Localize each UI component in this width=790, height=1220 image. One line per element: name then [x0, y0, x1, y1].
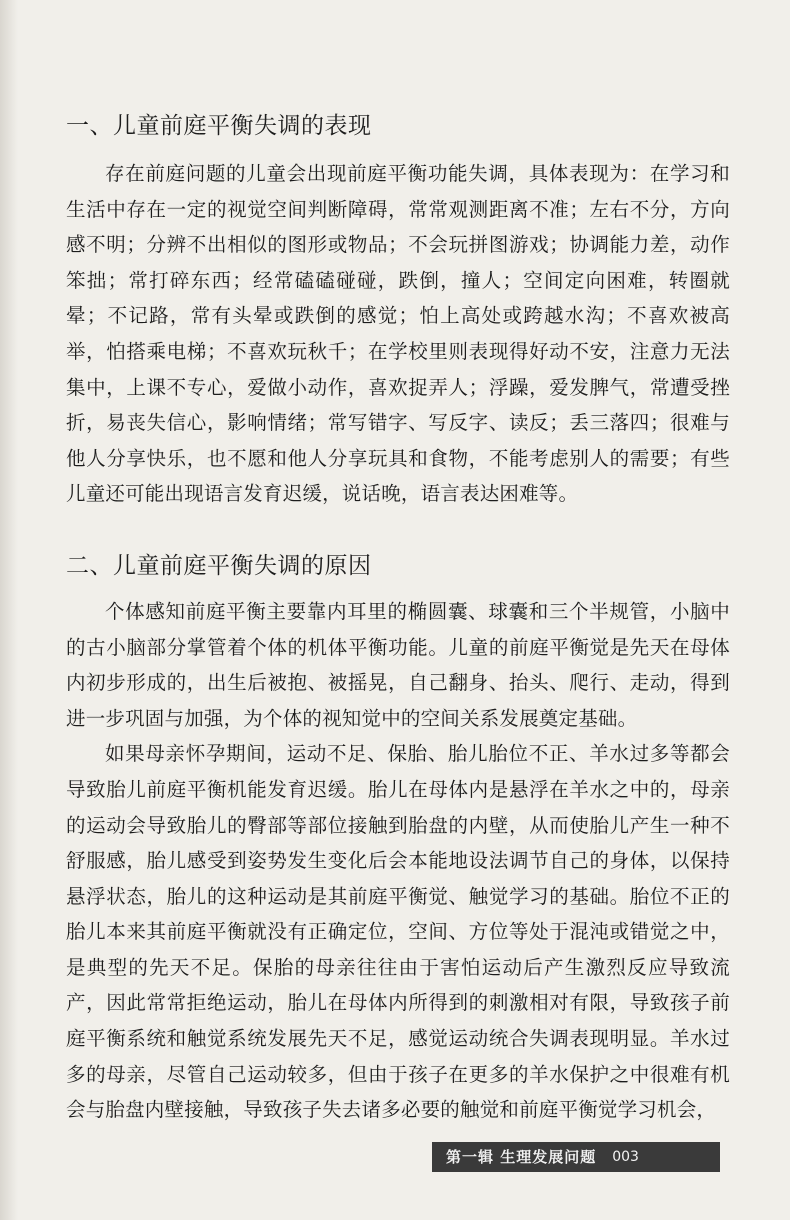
- section-1-heading: 一、儿童前庭平衡失调的表现: [66, 113, 372, 139]
- footer-chapter-title: 第一辑 生理发展问题: [446, 1148, 597, 1166]
- scan-edge-shadow: [0, 0, 18, 1220]
- page-footer: [432, 1142, 720, 1172]
- section-1-paragraph-1: 存在前庭问题的儿童会出现前庭平衡功能失调，具体表现为：在学习和生活中存在一定的视觉空间判断障碍，常常观测距离不准；左右不分，方向感不明；分辨不出相似的图形或物品；不会玩拼图游戏；协调能力差，动作笨拙；常打碎东西；经常磕磕碰碰，跌倒，撞人；空间定向困难，转圈就晕；不记路，常有头晕或跌倒的感觉；怕上高处或跨越水沟；不喜欢被高举，怕搭乘电梯；不喜欢玩秋千；在学校里则表现得好动不安，注意力无法集中，上课不专心，爱做小动作，喜欢捉弄人；浮躁，爱发脾气，常遭受挫折，易丧失信心，影响情绪；常写错字、写反字、读反；丢三落四；很难与他人分享快乐，也不愿和他人分享玩具和食物，不能考虑别人的需要；有些儿童还可能出现语言发育迟缓，说话晚，语言表达困难等。: [66, 162, 730, 506]
- page-content: [66, 108, 730, 1128]
- section-2-paragraph-1: 个体感知前庭平衡主要靠内耳里的椭圆囊、球囊和三个半规管，小脑中的古小脑部分掌管着个体的机体平衡功能。儿童的前庭平衡觉是先天在母体内初步形成的，出生后被抱、被摇晃，自己翻身、抬头、爬行、走动，得到进一步巩固与加强，为个体的视知觉中的空间关系发展奠定基础。: [66, 599, 730, 730]
- page-number: 003: [612, 1149, 639, 1165]
- section-2-paragraph-2: 如果母亲怀孕期间，运动不足、保胎、胎儿胎位不正、羊水过多等都会导致胎儿前庭平衡机能发育迟缓。胎儿在母体内是悬浮在羊水之中的，母亲的运动会导致胎儿的臀部等部位接触到胎盘的内壁，从而使胎儿产生一种不舒服感，胎儿感受到姿势发生变化后会本能地设法调节自己的身体，以保持悬浮状态，胎儿的这种运动是其前庭平衡觉、触觉学习的基础。胎位不正的胎儿本来其前庭平衡就没有正确定位，空间、方位等处于混沌或错觉之中，是典型的先天不足。保胎的母亲往往由于害怕运动后产生激烈反应导致流产，因此常常拒绝运动，胎儿在母体内所得到的刺激相对有限，导致孩子前庭平衡系统和触觉系统发展先天不足，感觉运动统合失调表现明显。羊水过多的母亲，尽管自己运动较多，但由于孩子在更多的羊水保护之中很难有机会与胎盘内壁接触，导致孩子失去诸多必要的触觉和前庭平衡觉学习机会，: [66, 742, 730, 1122]
- section-2-heading: 二、儿童前庭平衡失调的原因: [66, 552, 372, 579]
